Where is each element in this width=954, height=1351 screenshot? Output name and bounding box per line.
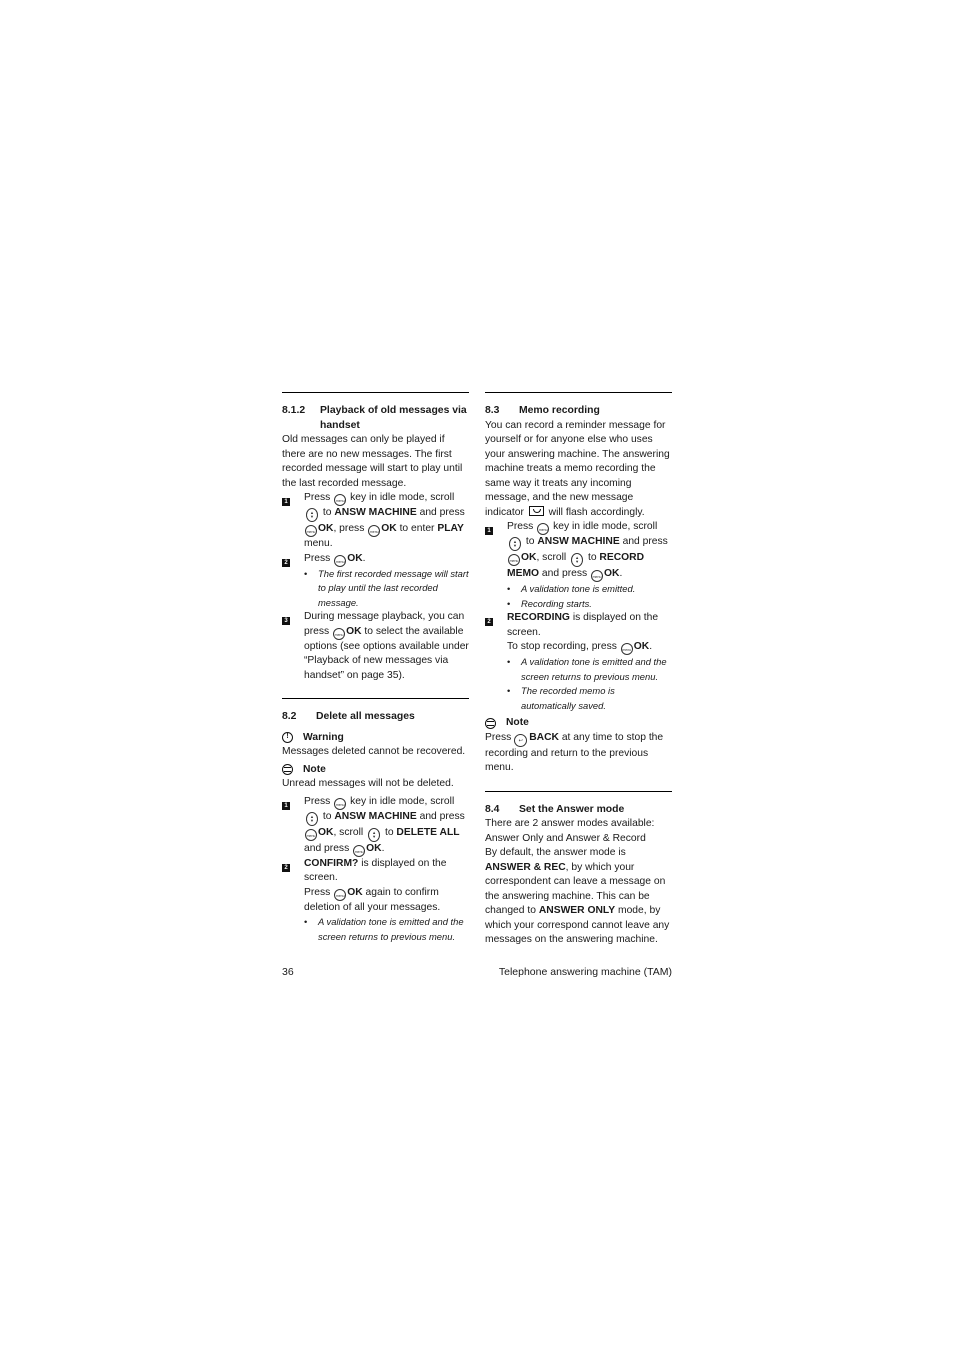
step-marker: 3	[282, 617, 290, 625]
bullet-list	[304, 915, 469, 944]
right-column	[485, 392, 672, 948]
step-1: 1 Press menu key in idle mode, scroll ▲ ▼ to ANSW MACHINE and press menu OK, press menu OK to enter PLAY menu.	[282, 491, 469, 552]
menu-key-icon: menu	[537, 523, 549, 535]
scroll-key-icon: ▲ ▼	[571, 553, 583, 567]
step-marker: 2	[282, 559, 290, 567]
section-number: 8.1.2	[282, 405, 306, 416]
note-icon	[485, 718, 496, 729]
left-column	[282, 392, 469, 944]
step-marker: 2	[485, 618, 493, 626]
section-number: 8.4	[485, 803, 500, 815]
menu-key-icon: menu	[334, 494, 346, 506]
step-marker: 1	[485, 527, 493, 535]
section-heading	[282, 404, 469, 433]
bullet-list	[507, 582, 672, 611]
note-heading: Note	[282, 763, 469, 778]
warning-text: Messages deleted cannot be recovered.	[282, 746, 466, 757]
section-8-1-2	[282, 393, 469, 683]
step-1: 1 Press menu key in idle mode, scroll ▲ ▼ to ANSW MACHINE and press menu OK, scroll ▲ ▼ to RECORD MEMO and press menu OK. • A validation tone is emitted. • Recording starts.	[485, 520, 672, 611]
section-number: 8.3	[485, 405, 500, 416]
list-item: • A validation tone is emitted and the screen returns to previous menu.	[507, 656, 667, 682]
section-title: Memo recording	[519, 405, 600, 416]
menu-key-icon: menu	[353, 845, 365, 857]
section-heading	[485, 404, 672, 419]
menu-key-icon: menu	[368, 525, 380, 537]
menu-key-icon: menu	[333, 628, 345, 640]
section-8-4	[485, 792, 672, 948]
list-item: • A validation tone is emitted.	[507, 583, 636, 594]
step-2: 2 CONFIRM? is displayed on the screen. Press menu OK again to confirm deletion of all your messages. • A validation tone is emitted and the screen returns to previous menu.	[282, 857, 469, 945]
note-icon	[282, 764, 293, 775]
answer-modes-text: There are 2 answer modes available: Answer Only and Answer & Record	[485, 818, 655, 844]
list-item: • The recorded memo is automatically saved.	[507, 685, 615, 711]
menu-key-icon: menu	[305, 525, 317, 537]
section-8-3	[485, 393, 672, 776]
scroll-key-icon: ▲ ▼	[306, 812, 318, 826]
step-1: 1 Press menu key in idle mode, scroll ▲ ▼ to ANSW MACHINE and press menu OK, scroll ▲ ▼ to DELETE ALL and press menu OK.	[282, 795, 469, 857]
menu-key-icon: menu	[591, 570, 603, 582]
footer-section-title: Telephone answering machine (TAM)	[498, 966, 672, 978]
menu-key-icon: menu	[334, 798, 346, 810]
menu-key-icon: menu	[305, 829, 317, 841]
scroll-key-icon: ▲ ▼	[368, 828, 380, 842]
section-title: Set the Answer mode	[519, 803, 625, 815]
bullet-list	[304, 567, 469, 611]
step-marker: 2	[282, 864, 290, 872]
step-3: 3 During message playback, you can press menu OK to select the available options (see options available under “Playback of new messages via handset” on page 35).	[282, 610, 469, 683]
scroll-key-icon: ▲ ▼	[509, 537, 521, 551]
menu-key-icon: menu	[621, 643, 633, 655]
scroll-key-icon: ▲ ▼	[306, 508, 318, 522]
menu-key-icon: menu	[508, 554, 520, 566]
section-heading	[485, 803, 672, 818]
list-item: • Recording starts.	[507, 597, 592, 609]
step-marker: 1	[282, 498, 290, 506]
default-mode-text: By default, the answer mode is ANSWER & REC, by which your correspondent can leave a message on the answering machine. This can be changed to ANSWER ONLY mode, by which your correspond cannot leave any messages on the answering machine.	[485, 847, 670, 945]
section-title: Playback of old messages via handset	[320, 405, 467, 431]
step-2: 2 RECORDING is displayed on the screen. To stop recording, press menu OK. • A validation tone is emitted and the screen returns to previous menu. • The recorded memo is automatically saved.	[485, 611, 672, 713]
section-heading	[282, 710, 469, 725]
note-heading: Note	[485, 716, 672, 731]
back-key-icon: ↩	[514, 734, 527, 747]
section-intro: Old messages can only be played if there are no new messages. The first recorded message will start to play until the last recorded message.	[282, 434, 463, 489]
list-item: • The first recorded message will start to play until the last recorded message.	[304, 567, 469, 608]
warning-icon: !	[282, 732, 293, 743]
section-8-2	[282, 699, 469, 944]
menu-key-icon: menu	[334, 555, 346, 567]
step-2: 2 Press menu OK. • The first recorded message will start to play until the last recorded message.	[282, 552, 469, 611]
warning-heading: ! Warning	[282, 731, 469, 746]
list-item: • A validation tone is emitted and the screen returns to previous menu.	[304, 916, 464, 942]
section-number: 8.2	[282, 711, 297, 722]
note-text: Unread messages will not be deleted.	[282, 778, 454, 789]
bullet-list	[507, 655, 672, 713]
message-indicator-icon	[529, 506, 544, 516]
note-text: Press ↩ BACK at any time to stop the recording and return to the previous menu.	[485, 731, 664, 773]
page-number: 36	[282, 966, 294, 978]
step-marker: 1	[282, 802, 290, 810]
menu-key-icon: menu	[334, 889, 346, 901]
section-intro: You can record a reminder message for yourself or for anyone else who uses your answering machine. The answering machine treats a memo recording the same way it treats any incoming message, and the new message indicator will flash accordingly.	[485, 419, 670, 518]
section-title: Delete all messages	[316, 711, 415, 722]
